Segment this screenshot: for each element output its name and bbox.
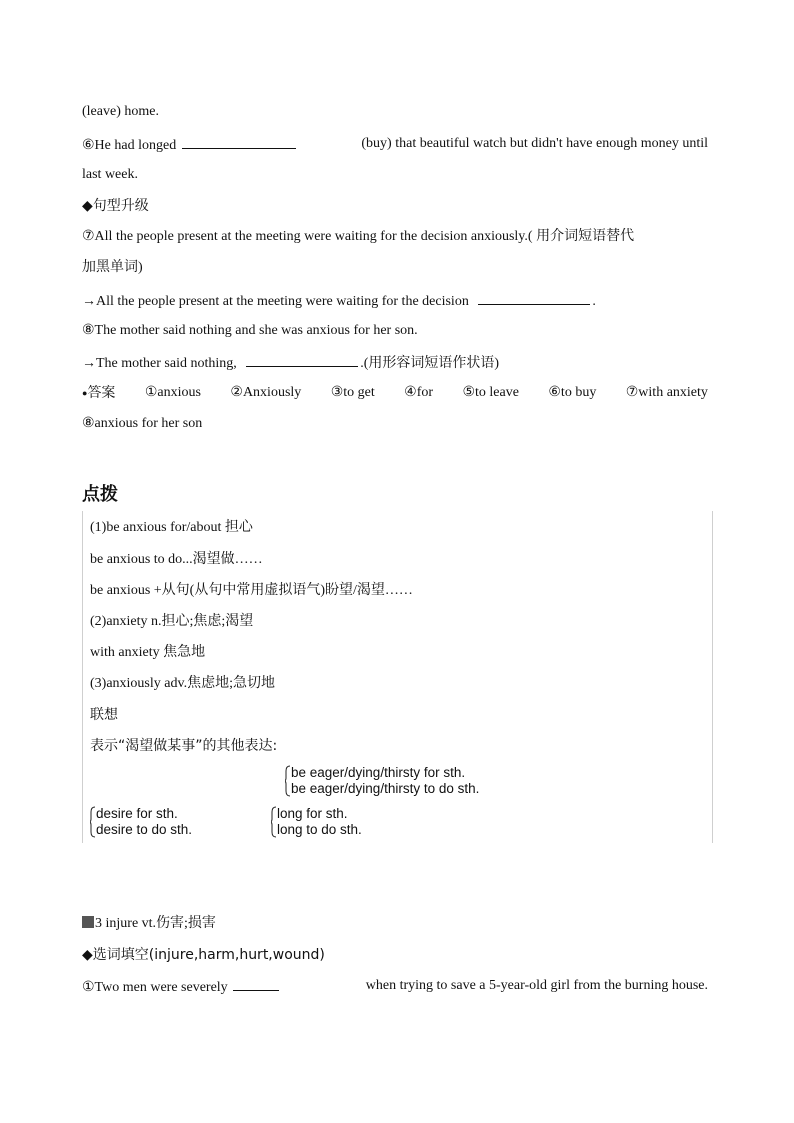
expression: be eager/dying/thirsty to do sth. xyxy=(291,781,480,796)
answer-blank[interactable] xyxy=(246,352,358,367)
tip-line: 联想 xyxy=(90,707,118,723)
section-3-title: 3 injure vt.伤害;损害 xyxy=(82,914,708,934)
question-7-rewrite: →All the people present at the meeting were waiting for the decision . xyxy=(82,290,708,312)
tip-line: (2)anxiety n.担心;焦虑;渴望 xyxy=(90,614,254,629)
question-6: ⑥He had longed (buy) that beautiful watch but didn't have enough money until xyxy=(82,136,708,153)
long-group xyxy=(271,806,362,838)
sentence-fragment: (leave) home. xyxy=(82,104,159,119)
answer-blank[interactable] xyxy=(478,290,590,305)
section-label: ◆句型升级 xyxy=(82,198,149,214)
question-7: ⑦All the people present at the meeting were waiting for the decision anxiously.( 用介词短语替代 xyxy=(82,229,635,244)
tip-line: 表示“渴望做某事”的其他表达: xyxy=(90,738,278,754)
answer-key-cont: ⑧anxious for her son xyxy=(82,416,203,431)
tip-line: be anxious to do...渴望做…… xyxy=(90,552,263,567)
expression: desire for sth. xyxy=(96,806,178,821)
section-3-question-1: ①Two men were severely when trying to save a 5-year-old girl from the burning house. xyxy=(82,978,708,995)
section-3-label: ◆选词填空(injure,harm,hurt,wound) xyxy=(82,947,325,963)
answer-blank[interactable] xyxy=(182,134,296,149)
expression: long to do sth. xyxy=(277,822,362,837)
tip-line: be anxious +从句(从句中常用虚拟语气)盼望/渴望…… xyxy=(90,583,413,598)
square-icon xyxy=(82,916,94,928)
brace-icon xyxy=(285,765,290,797)
answer-icon: ● xyxy=(82,388,88,398)
tip-line: with anxiety 焦急地 xyxy=(90,645,206,660)
question-8-rewrite: →The mother said nothing, .(用形容词短语作状语) xyxy=(82,352,708,374)
eager-group xyxy=(285,765,479,797)
expression: long for sth. xyxy=(277,806,348,821)
brace-icon xyxy=(271,806,276,838)
question-6-cont: last week. xyxy=(82,167,138,182)
question-7-cont: 加黑单词) xyxy=(82,260,143,275)
brace-icon xyxy=(90,806,95,838)
answer-key: ●答案 ①anxious ②Anxiously ③to get ④for ⑤to leave ⑥to buy ⑦with anxiety xyxy=(82,385,708,401)
answer-blank[interactable] xyxy=(233,976,279,991)
desire-group xyxy=(90,806,192,838)
tip-line: (1)be anxious for/about 担心 xyxy=(90,520,253,535)
question-8: ⑧The mother said nothing and she was anxious for her son. xyxy=(82,323,418,338)
tips-box xyxy=(82,511,713,843)
tips-heading: 点拨 xyxy=(82,484,118,505)
expression: desire to do sth. xyxy=(96,822,193,837)
expression: be eager/dying/thirsty for sth. xyxy=(291,765,466,780)
tip-line: (3)anxiously adv.焦虑地;急切地 xyxy=(90,676,275,691)
